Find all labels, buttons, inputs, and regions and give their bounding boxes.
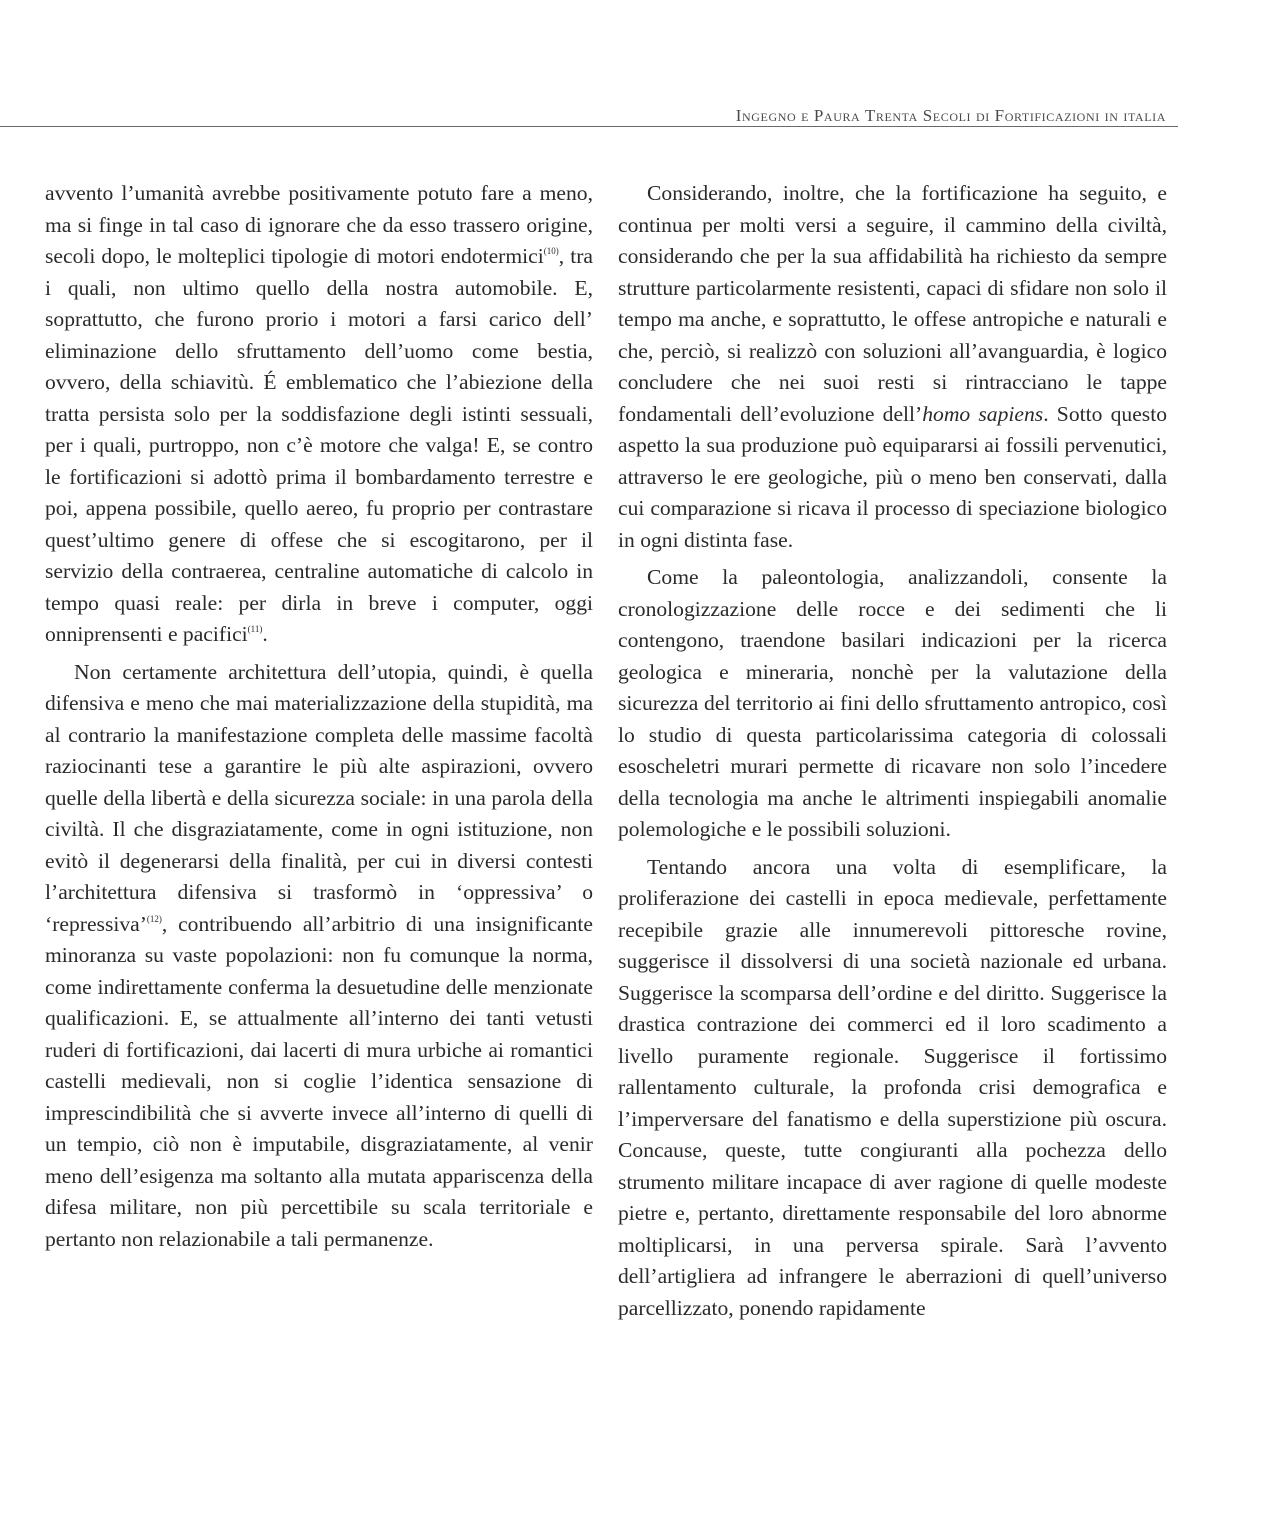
paragraph xyxy=(45,657,593,1256)
paragraph-text: , tra i quali, non ultimo quello della nostra automobile. E, soprattutto, che furono prorio i motori a farsi carico dell’ eliminazione dello sfruttamento dell’uomo come bestia, ovvero, della schiavitù. É emblematico che l’abiezione della tratta persista solo per la soddisfazione degli istinti sessuali, per i quali, purtroppo, non c’è motore che valga! E, se contro le fortificazioni si adottò prima il bombardamento terrestre e poi, appena possibile, quello aereo, fu proprio per contrastare quest’ultimo genere di offese che si escogitarono, per il servizio della contraerea, centraline automatiche di calcolo in tempo quasi reale: per dirla in breve i computer, oggi onniprensenti e pacifici xyxy=(45,244,593,646)
paragraph-text: avvento l’umanità avrebbe positivamente potuto fare a meno, ma si finge in tal caso di ignorare che da esso trassero origine, secoli dopo, le molteplici tipologie di motori endotermici xyxy=(45,181,593,268)
paragraph-continued xyxy=(45,178,593,651)
header-rule xyxy=(0,126,1178,127)
paragraph: Come la paleontologia, analizzandoli, consente la cronologizzazione delle rocce e dei sedimenti che li contengono, traendone basilari indicazioni per la ricerca geologica e mineraria, nonchè per la valutazione della sicurezza del territorio ai fini dello sfruttamento antropico, così lo studio di questa particolarissima categoria di colossali esoscheletri murari permette di ricavare non solo l’incedere della tecnologia ma anche le altrimenti inspiegabili anomalie polemologiche e le possibili soluzioni. xyxy=(618,565,1167,841)
paragraph-text: . Sotto questo aspetto la sua produzione può equipararsi ai fossili pervenutici, attraverso le ere geologiche, più o meno ben conservati, dalla cui comparazione si ricava il processo di speciazione biologico in ogni distinta fase. xyxy=(618,401,1167,552)
footnote-ref-11[interactable]: (11) xyxy=(247,624,263,634)
footnote-ref-10[interactable]: (10) xyxy=(543,246,559,256)
paragraph-text: . xyxy=(262,622,268,646)
paragraph-text: Non certamente architettura dell’utopia, quindi, è quella difensiva e meno che mai materializzazione della stupidità, ma al contrario la manifestazione completa delle massime facoltà raziocinanti tese a garantire le più alte aspirazioni, ovvero quelle della libertà e della sicurezza sociale: in una parola della civiltà. Il che disgraziatamente, come in ogni istituzione, non evitò il degenerarsi della finalità, per cui in diversi contesti l’architettura difensiva si trasformò in ‘oppressiva’ o ‘repressiva’ xyxy=(45,659,593,936)
paragraph: Tentando ancora una volta di esemplificare, la proliferazione dei castelli in epoca medievale, perfettamente recepibile grazie alle innumerevoli pittoresche rovine, suggerisce il dissolversi di una società nazionale ed urbana. Suggerisce la scomparsa dell’ordine e del diritto. Suggerisce la drastica contrazione dei commerci ed il loro scadimento a livello puramente regionale. Suggerisce il fortissimo rallentamento culturale, la profonda crisi demografica e l’imperversare del fanatismo e della superstizione più oscura. Concause, queste, tutte congiuranti alla pochezza dello strumento militare incapace di aver ragione di quelle modeste pietre e, pertanto, direttamente responsabile del loro abnorme moltiplicarsi, in una perversa spirale. Sarà l’avvento dell’artigliera ad infrangere le aberrazioni di quell’universo parcellizzato, ponendo rapidamente xyxy=(618,854,1167,1320)
running-head: Ingegno e Paura Trenta Secoli di Fortificazioni in italia xyxy=(735,106,1166,125)
paragraph xyxy=(618,178,1167,556)
right-column xyxy=(618,178,1167,1324)
footnote-ref-12[interactable]: (12) xyxy=(146,913,162,924)
left-column xyxy=(45,178,593,1255)
paragraph-text: , contribuendo all’arbitrio di una insignificante minoranza su vaste popolazioni: non fu comunque la norma, come indirettamente conferma la desuetudine delle menzionate qualificazioni. E, se attualmente all’interno dei tanti vetusti ruderi di fortificazioni, dai lacerti di mura urbiche ai romantici castelli medievali, non si coglie l’identica sensazione di imprescindibilità che si avverte invece all’interno di quelli di un tempio, ciò non è imputabile, disgraziatamente, al venir meno dell’esigenza ma soltanto alla mutata appariscenza della difesa militare, non più percettibile su scala territoriale e pertanto non relazionabile a tali permanenze. xyxy=(45,911,593,1251)
italic-term: homo sapiens xyxy=(922,401,1044,426)
paragraph-text: Considerando, inoltre, che la fortificazione ha seguito, e continua per molti versi a seguire, il cammino della civiltà, considerando che per la sua affidabilità ha richiesto da sempre strutture particolarmente resistenti, capaci di sfidare non solo il tempo ma anche, e soprattutto, le offese antropiche e naturali e che, perciò, si realizzò con soluzioni all’avanguardia, è logico concludere che nei suoi resti si rintracciano le tappe fondamentali dell’evoluzione dell’ xyxy=(618,181,1167,426)
